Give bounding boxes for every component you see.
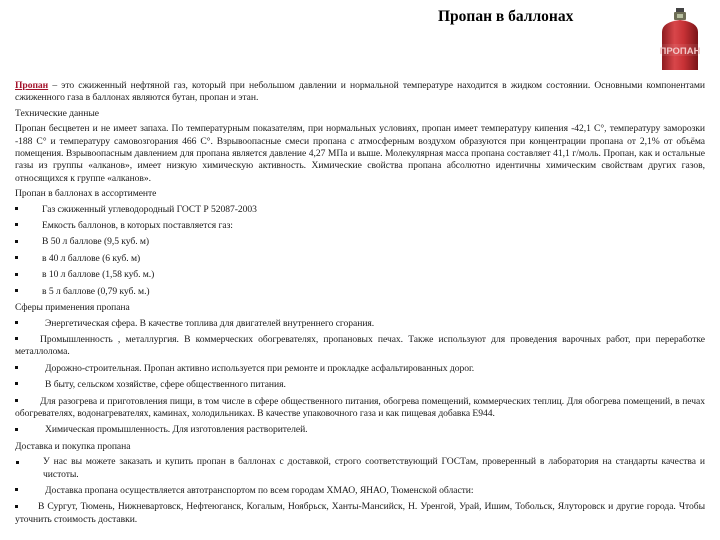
list-item: Доставка пропана осуществляется автотранспортом по всем городам ХМАО, ЯНАО, Тюменской области: xyxy=(15,485,705,497)
bullet-icon xyxy=(15,223,18,226)
list-item: Химическая промышленность. Для изготовления растворителей. xyxy=(15,424,705,436)
list-item: У нас вы можете заказать и купить пропан в баллонах с доставкой, строго соответствующий ГОСТам, проверенный в лаборатория на стандарты качества и чистоты. xyxy=(15,456,705,481)
applications-heading: Сферы применения пропана xyxy=(15,302,130,314)
list-item: В Сургут, Тюмень, Нижневартовск, Нефтеюганск, Когалым, Ноябрьск, Ханты-Мансийск, Н. Уренгой, Урай, Ишим, Тобольск, Ялуторовск и другие города. Чтобы уточнить стоимость доставки. xyxy=(15,501,705,525)
list-item: Промышленность , металлургия. В коммерческих обогревателях, пропановых печах. Также используют для проведения варочных работ, при переработке металлолома. xyxy=(15,333,705,358)
list-item: В быту, сельском хозяйстве, сфере общественного питания. xyxy=(15,379,705,391)
bullet-icon xyxy=(15,240,18,243)
bullet-icon xyxy=(15,256,18,259)
bullet-icon xyxy=(15,428,18,431)
list-item: в 5 л баллове (0,79 куб. м.) xyxy=(15,286,705,298)
bullet-icon xyxy=(15,399,18,402)
propane-cylinder-icon xyxy=(652,6,708,72)
intro-text: – это сжиженный нефтяной газ, который при небольшом давлении и нормальной температуре находится в жидком состоянии. Основными компонентами сжиженного газа в баллонах являются бутан, пропан и этан. xyxy=(15,80,705,104)
list-item: Газ сжиженный углеводородный ГОСТ Р 52087-2003 xyxy=(15,204,705,216)
cylinder-label: ПРОПАН xyxy=(659,46,701,57)
tech-heading: Технические данные xyxy=(15,107,99,119)
bullet-icon xyxy=(15,273,18,276)
list-item: Для разогрева и приготовления пищи, в том числе в сфере общественного питания, обогрева помещений, коммерческих теплиц. Для обогрева помещений, в печах обогревателях, водонагревателях, каминах, холодильниках. В качестве упаковочного газа и как пищевая добавка Е944. xyxy=(15,395,705,419)
bullet-icon xyxy=(15,207,18,210)
bullet-icon xyxy=(15,289,18,292)
bullet-icon xyxy=(15,505,18,508)
list-item: в 10 л баллове (1,58 куб. м.) xyxy=(15,269,705,281)
bullet-icon xyxy=(15,321,18,324)
list-item: Емкость баллонов, в которых поставляется газ: xyxy=(15,220,705,232)
page-title: Пропан в баллонах xyxy=(438,8,574,25)
assortment-heading: Пропан в баллонах в ассортименте xyxy=(15,188,157,200)
list-item: в 40 л баллове (6 куб. м) xyxy=(15,253,705,265)
bullet-icon xyxy=(15,488,18,491)
list-item: Дорожно-строительная. Пропан активно используется при ремонте и прокладке асфальтированных дорог. xyxy=(15,363,705,375)
bullet-icon xyxy=(15,382,18,385)
delivery-heading: Доставка и покупка пропана xyxy=(15,440,131,452)
bullet-icon xyxy=(15,366,18,369)
document-body xyxy=(15,80,705,530)
bullet-icon xyxy=(15,337,18,340)
list-item: Энергетическая сфера. В качестве топлива для двигателей внутреннего сгорания. xyxy=(15,318,705,330)
list-item: В 50 л баллове (9,5 куб. м) xyxy=(15,236,705,248)
lead-term-link[interactable]: Пропан xyxy=(15,80,49,91)
tech-paragraph: Пропан бесцветен и не имеет запаха. По температурным показателям, при нормальных условиях, пропан имеет температуру кипения -42,1 С°, температуру заморозки -188 С° и температуру самовозгорания 466 С°. Взрывоопасные смеси пропана с атмосферным воздухом образуются при концентрации пропана от 2,1% от объёма помещения. Взрывоопасным давлением для пропана является давление 4,27 МПа и выше. Молекулярная масса пропана составляет 41,1 г/моль. Пропан, как и остальные газы из группы «алканов», имеет низкую химическую активность. Химические свойства пропана абсолютно идентичны химическим свойствам других газов, относящихся к группе «алканов». xyxy=(15,123,705,184)
bullet-icon xyxy=(16,461,19,464)
intro-paragraph xyxy=(15,80,705,105)
